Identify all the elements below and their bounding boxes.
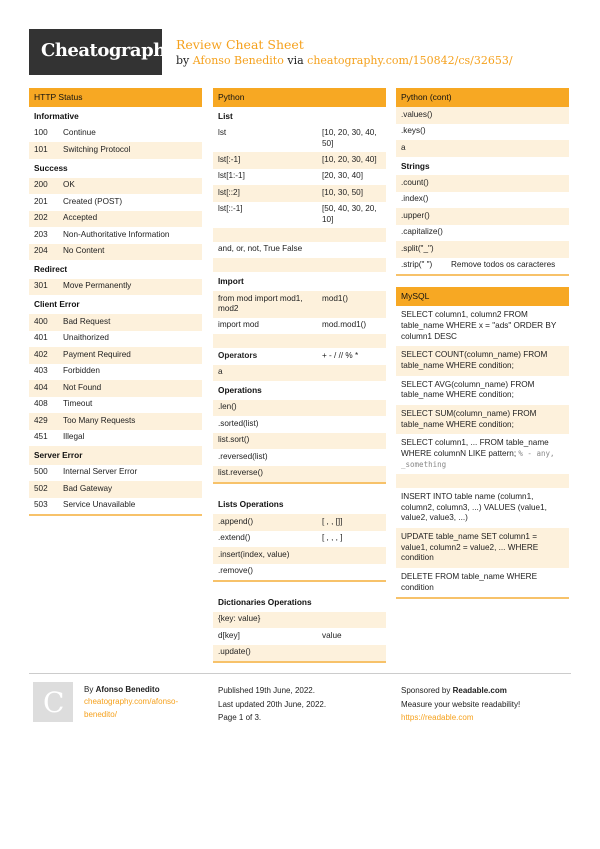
author-profile-link[interactable]: cheatography.com/afonso-benedito/ xyxy=(84,697,179,719)
table-row xyxy=(396,192,569,209)
table-row xyxy=(396,488,569,528)
status-code: 503 xyxy=(34,500,48,510)
code-key: from mod import mod1, mod2 xyxy=(218,293,303,314)
footer-author xyxy=(84,684,204,721)
table-row xyxy=(396,258,569,275)
code-value: [10, 20, 30, 40, 50] xyxy=(322,128,377,148)
column-2 xyxy=(213,88,386,674)
sql-query: SELECT column1, column2 FROM table_name WHERE x = "ads" ORDER BY column1 DESC xyxy=(401,310,557,341)
table-row xyxy=(213,645,386,662)
status-text: Internal Server Error xyxy=(63,467,138,477)
status-text: Move Permanently xyxy=(63,281,132,291)
table-row xyxy=(213,318,386,335)
status-code: 301 xyxy=(34,281,48,291)
status-text: Payment Required xyxy=(63,349,131,359)
status-text: Unaithorized xyxy=(63,333,109,343)
blank-row xyxy=(213,334,386,348)
status-code: 401 xyxy=(34,333,48,343)
table-row xyxy=(213,514,386,531)
code-value: [10, 20, 30, 40] xyxy=(322,154,377,164)
code-key: .capitalize() xyxy=(401,227,443,237)
table-row xyxy=(396,376,569,405)
table-row xyxy=(396,528,569,568)
code-key: a xyxy=(218,367,223,376)
table-row xyxy=(396,568,569,597)
sponsor-tagline: Measure your website readability! xyxy=(401,699,521,709)
table-row xyxy=(213,242,386,259)
code-value: + - / // % * xyxy=(322,350,359,360)
updated-date: Last updated 20th June, 2022. xyxy=(218,699,327,709)
status-code: 400 xyxy=(34,316,48,326)
code-key: a xyxy=(401,142,406,152)
code-key: .len() xyxy=(218,402,237,412)
table-row xyxy=(213,416,386,433)
code-key: .upper() xyxy=(401,210,430,220)
published-date: Published 19th June, 2022. xyxy=(218,686,315,695)
table-row xyxy=(213,449,386,466)
section-header: MySQL xyxy=(396,287,569,306)
python-section xyxy=(213,88,386,484)
code-key: d[key] xyxy=(218,630,240,640)
table-row xyxy=(29,465,202,482)
code-value: value xyxy=(322,630,342,640)
status-code: 202 xyxy=(34,213,48,223)
status-text: Timeout xyxy=(63,399,93,409)
column-3 xyxy=(396,88,569,610)
table-row xyxy=(396,306,569,346)
section-header: Dictionaries Operations xyxy=(218,597,312,608)
mysql-section xyxy=(396,287,569,599)
status-code: 429 xyxy=(34,415,48,425)
code-key: lst[::2] xyxy=(218,187,240,197)
status-text: Non-Authoritative Information xyxy=(63,229,170,239)
code-snippet: % - any, _something xyxy=(401,448,555,469)
table-row xyxy=(29,331,202,348)
status-code: 204 xyxy=(34,246,48,256)
sql-query: SELECT SUM(column_name) FROM table_name WHERE condition; xyxy=(401,408,537,429)
logic-operators: and, or, not, True False xyxy=(218,244,303,254)
code-key: lst[1:-1] xyxy=(218,171,245,181)
footer-sponsor xyxy=(401,684,571,725)
page-number: Page 1 of 3. xyxy=(218,713,262,723)
sql-query: UPDATE table_name SET column1 = value1, column2 = value2, ... WHERE condition xyxy=(401,532,539,563)
status-code: 100 xyxy=(34,128,48,138)
group-heading: List xyxy=(218,111,233,121)
byline xyxy=(176,54,513,68)
status-text: Accepted xyxy=(63,213,98,223)
table-row xyxy=(29,194,202,211)
blank-row xyxy=(396,474,569,488)
code-key: .append() xyxy=(218,516,254,526)
status-text: Too Many Requests xyxy=(63,415,136,425)
table-row xyxy=(29,397,202,414)
table-row xyxy=(213,152,386,169)
sql-query: DELETE FROM table_name WHERE condition xyxy=(401,572,538,592)
group-heading: Server Error xyxy=(29,446,202,465)
table-row xyxy=(396,175,569,192)
code-value: mod1() xyxy=(322,293,348,303)
table-row xyxy=(396,405,569,434)
table-row xyxy=(213,628,386,645)
http-status-section xyxy=(29,88,202,516)
sql-query: INSERT INTO table name (column1, column2, column3, ...) VALUES (value1, value2, value3, ...) xyxy=(401,492,547,523)
status-code: 402 xyxy=(34,349,48,359)
code-key: .update() xyxy=(218,647,251,657)
table-row xyxy=(213,547,386,564)
table-row xyxy=(29,126,202,143)
table-row xyxy=(29,211,202,228)
section-header: Lists Operations xyxy=(218,499,284,510)
sponsored-text: Sponsored by xyxy=(401,686,451,695)
table-row xyxy=(213,564,386,581)
by-text: By xyxy=(84,685,94,694)
python-cont-section xyxy=(396,88,569,276)
sponsor-link[interactable]: https://readable.com xyxy=(401,713,474,723)
table-row xyxy=(29,314,202,331)
sql-query: SELECT COUNT(column_name) FROM table_name WHERE condition; xyxy=(401,350,548,370)
code-value: [50, 40, 30, 20, 10] xyxy=(322,204,377,224)
blank-row xyxy=(213,228,386,242)
table-row xyxy=(213,291,386,317)
group-heading: Operations xyxy=(218,385,262,395)
status-text: No Content xyxy=(63,246,105,256)
code-value: mod.mod1() xyxy=(322,320,367,329)
table-row xyxy=(396,124,569,141)
status-text: Continue xyxy=(63,128,96,138)
table-row xyxy=(396,241,569,258)
code-key: .insert(index, value) xyxy=(218,549,290,559)
sponsor-name[interactable]: Readable.com xyxy=(452,686,507,695)
table-row xyxy=(213,126,386,152)
status-code: 403 xyxy=(34,366,48,376)
status-text: Illegal xyxy=(63,432,85,442)
code-key: list.reverse() xyxy=(218,468,264,478)
code-key: .remove() xyxy=(218,566,254,576)
footer xyxy=(29,673,571,751)
table-row xyxy=(29,142,202,159)
status-code: 101 xyxy=(34,144,48,154)
group-heading: Success xyxy=(34,162,68,173)
status-code: 201 xyxy=(34,196,48,206)
table-row xyxy=(29,498,202,515)
by-text: by xyxy=(176,54,190,67)
code-key: .count() xyxy=(401,177,429,187)
sql-query: SELECT AVG(column_name) FROM table_name WHERE condition; xyxy=(401,379,535,400)
status-text: OK xyxy=(63,180,75,190)
author-link[interactable]: Afonso Benedito xyxy=(192,54,284,67)
status-code: 451 xyxy=(34,432,48,442)
code-value: [ , , , ] xyxy=(322,533,343,543)
sheet-url-link[interactable]: cheatography.com/150842/cs/32653/ xyxy=(307,54,513,67)
footer-dates xyxy=(218,684,388,725)
page-title: Review Cheat Sheet xyxy=(176,37,304,52)
group-heading: Strings xyxy=(401,160,430,171)
table-row xyxy=(213,365,386,382)
via-text: via xyxy=(287,54,304,67)
table-row xyxy=(213,433,386,450)
table-row xyxy=(396,225,569,242)
status-code: 408 xyxy=(34,399,48,409)
table-row xyxy=(213,348,386,365)
code-key: .index() xyxy=(401,194,429,204)
code-key: lst[:-1] xyxy=(218,154,241,164)
code-key: {key: value} xyxy=(218,614,261,624)
code-value: [10, 30, 50] xyxy=(322,187,363,197)
table-row xyxy=(213,400,386,417)
avatar xyxy=(33,682,73,722)
author-name: Afonso Benedito xyxy=(95,685,160,694)
table-row xyxy=(213,531,386,548)
status-text: Bad Request xyxy=(63,316,111,326)
code-key: lst xyxy=(218,128,227,138)
status-text: Forbidden xyxy=(63,366,100,376)
code-value: [20, 30, 40] xyxy=(322,171,363,181)
group-heading: Client Error xyxy=(34,299,80,310)
table-row xyxy=(396,434,569,474)
table-row xyxy=(29,430,202,447)
code-key: .values() xyxy=(401,109,433,119)
cheatography-logo[interactable] xyxy=(29,29,176,75)
table-row xyxy=(29,481,202,498)
lists-operations-section xyxy=(213,495,386,582)
table-row xyxy=(213,169,386,186)
code-key: list.sort() xyxy=(218,435,250,445)
group-heading: Redirect xyxy=(34,264,68,275)
column-1 xyxy=(29,88,202,527)
table-row xyxy=(213,466,386,483)
dictionaries-operations-section xyxy=(213,593,386,663)
status-text: Bad Gateway xyxy=(63,483,113,493)
code-key: .keys() xyxy=(401,126,426,135)
section-header: Python (cont) xyxy=(396,88,569,107)
code-key: lst[::-1] xyxy=(218,204,243,214)
code-key: .strip(" ") xyxy=(401,260,433,270)
table-row xyxy=(29,413,202,430)
table-row xyxy=(29,347,202,364)
status-text: Service Unavailable xyxy=(63,500,136,510)
table-row xyxy=(29,279,202,296)
code-key: .reversed(list) xyxy=(218,451,268,461)
table-row xyxy=(396,208,569,225)
status-code: 200 xyxy=(34,180,48,190)
status-code: 404 xyxy=(34,382,48,392)
code-key: .extend() xyxy=(218,533,251,543)
table-row xyxy=(29,364,202,381)
table-row xyxy=(213,185,386,202)
section-header: Python xyxy=(213,88,386,107)
status-text: Switching Protocol xyxy=(63,144,131,154)
section-header: HTTP Status xyxy=(29,88,202,107)
status-text: Created (POST) xyxy=(63,196,123,206)
status-code: 502 xyxy=(34,483,48,493)
header xyxy=(29,29,571,75)
status-text: Not Found xyxy=(63,382,102,392)
status-code: 203 xyxy=(34,229,48,239)
table-row xyxy=(29,227,202,244)
group-heading: Informative xyxy=(34,111,79,121)
table-row xyxy=(29,178,202,195)
group-heading: Import xyxy=(218,276,244,287)
avatar-letter: C xyxy=(43,686,65,719)
code-key: .split("_") xyxy=(401,243,434,253)
blank-row xyxy=(213,258,386,272)
group-heading: Operators xyxy=(218,350,258,360)
table-row xyxy=(29,244,202,261)
status-code: 500 xyxy=(34,467,48,477)
code-key: import mod xyxy=(218,320,259,329)
table-row xyxy=(213,202,386,228)
table-row xyxy=(396,140,569,157)
logo-text: Cheatography xyxy=(41,40,176,61)
table-row xyxy=(213,612,386,629)
table-row xyxy=(396,107,569,124)
table-row xyxy=(29,380,202,397)
code-key: .sorted(list) xyxy=(218,418,259,428)
code-value: Remove todos os caracteres xyxy=(451,260,556,270)
table-row xyxy=(396,346,569,375)
code-value: [ , , []] xyxy=(322,516,343,526)
sql-query: SELECT column1, ... FROM table_name WHERE columnN LIKE pattern; xyxy=(401,438,549,458)
